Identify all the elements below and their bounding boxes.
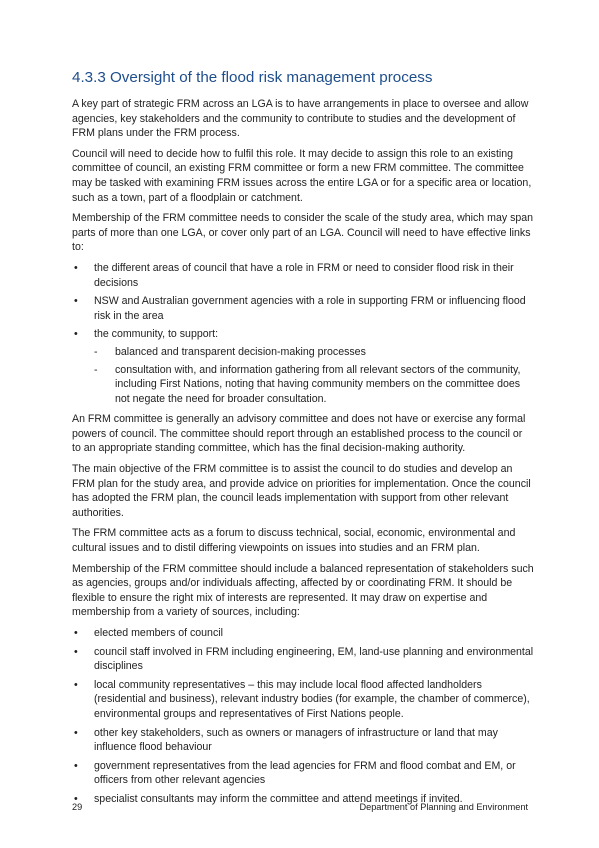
list-item-text: specialist consultants may inform the committee and attend meetings if invited.: [94, 792, 463, 805]
list-item: [72, 327, 534, 406]
sublist-item-text: balanced and transparent decision-making processes: [115, 345, 366, 358]
list-item: [72, 261, 534, 290]
sublist-item-text: consultation with, and information gathering from all relevant sectors of the community, including First Nations, noting that having community members on the committee does not negate the need for broader consultation.: [115, 363, 521, 405]
list-item: [72, 645, 534, 674]
section-heading: 4.3.3 Oversight of the flood risk management process: [72, 69, 433, 86]
sublist-item: [94, 363, 534, 407]
paragraph: Council will need to decide how to fulfil this role. It may decide to assign this role to an existing committee of council, an existing FRM committee or form a new FRM committee. The committee may be tasked with examining FRM issues across the entire LGA or for a specific area or location, such as a town, part of a floodplain or catchment.: [72, 147, 532, 204]
document-page: [72, 68, 534, 813]
bullet-icon: •: [74, 792, 78, 805]
list-item: [72, 626, 534, 641]
bullet-icon: •: [74, 261, 78, 274]
list-item-text: the different areas of council that have a role in FRM or need to consider flood risk in their decisions: [94, 261, 514, 289]
list-item-text: NSW and Australian government agencies with a role in supporting FRM or influencing flood risk in the area: [94, 295, 526, 322]
paragraph: A key part of strategic FRM across an LGA is to have arrangements in place to oversee and allow agencies, key stakeholders and the community to contribute to studies and the development of FRM plans under the FRM process.: [72, 98, 529, 140]
list-item: [72, 678, 534, 722]
paragraph: The main objective of the FRM committee is to assist the council to do studies and develop an FRM plan for the study area, and provide advice on priorities for implementation. Once the council has adopted the FRM plan, the council leads implementation with support from other relevant authorities.: [72, 463, 531, 519]
paragraph: Membership of the FRM committee should include a balanced representation of stakeholders such as agencies, groups and/or individuals affecting, affected by or coordinating FRM. It should be flexible to ensure the right mix of interests are represented. It may draw on expertise and membership from a variety of sources, including:: [72, 562, 534, 619]
list-item-text: the community, to support:: [94, 328, 219, 341]
bullet-icon: •: [74, 759, 78, 772]
list-item: [72, 726, 534, 755]
footer-department: Department of Planning and Environment: [359, 802, 528, 812]
list-item: [72, 294, 534, 323]
paragraph: Membership of the FRM committee needs to consider the scale of the study area, which may span parts of more than one LGA, or cover only part of an LGA. Council will need to have effective links to:: [72, 212, 534, 254]
page-number: 29: [72, 802, 83, 812]
page-footer: [72, 801, 528, 813]
dash-icon: -: [94, 345, 98, 358]
effective-links-list: [72, 261, 534, 406]
bullet-icon: •: [74, 328, 78, 341]
paragraph: An FRM committee is generally an advisory committee and does not have or exercise any formal powers of council. The committee should report through an established process to the council or to an appropriate standing committee, which has the final decision-making authority.: [72, 413, 526, 455]
paragraph: The FRM committee acts as a forum to discuss technical, social, economic, environmental and cultural issues and to distil differing viewpoints on issues into studies and an FRM plan.: [72, 527, 516, 555]
list-item-text: local community representatives – this may include local flood affected landholders (residential and business), relevant industry bodies (for example, the chamber of commerce), environmental groups and representatives of First Nations people.: [94, 678, 530, 720]
list-item-text: other key stakeholders, such as owners or managers of infrastructure or land that may influence flood behaviour: [94, 726, 498, 754]
sublist-item: [94, 345, 534, 360]
dash-icon: -: [94, 363, 98, 376]
bullet-icon: •: [74, 678, 78, 691]
list-item-text: council staff involved in FRM including engineering, EM, land-use planning and environmental disciplines: [94, 645, 534, 673]
list-item: [72, 759, 534, 788]
list-item-text: elected members of council: [94, 627, 223, 639]
bullet-icon: •: [74, 627, 78, 639]
bullet-icon: •: [74, 645, 78, 658]
community-sublist: [94, 345, 534, 406]
bullet-icon: •: [74, 726, 78, 739]
membership-sources-list: [72, 626, 534, 807]
bullet-icon: •: [74, 295, 78, 308]
list-item-text: government representatives from the lead agencies for FRM and flood combat and EM, or officers from other relevant agencies: [94, 759, 516, 787]
